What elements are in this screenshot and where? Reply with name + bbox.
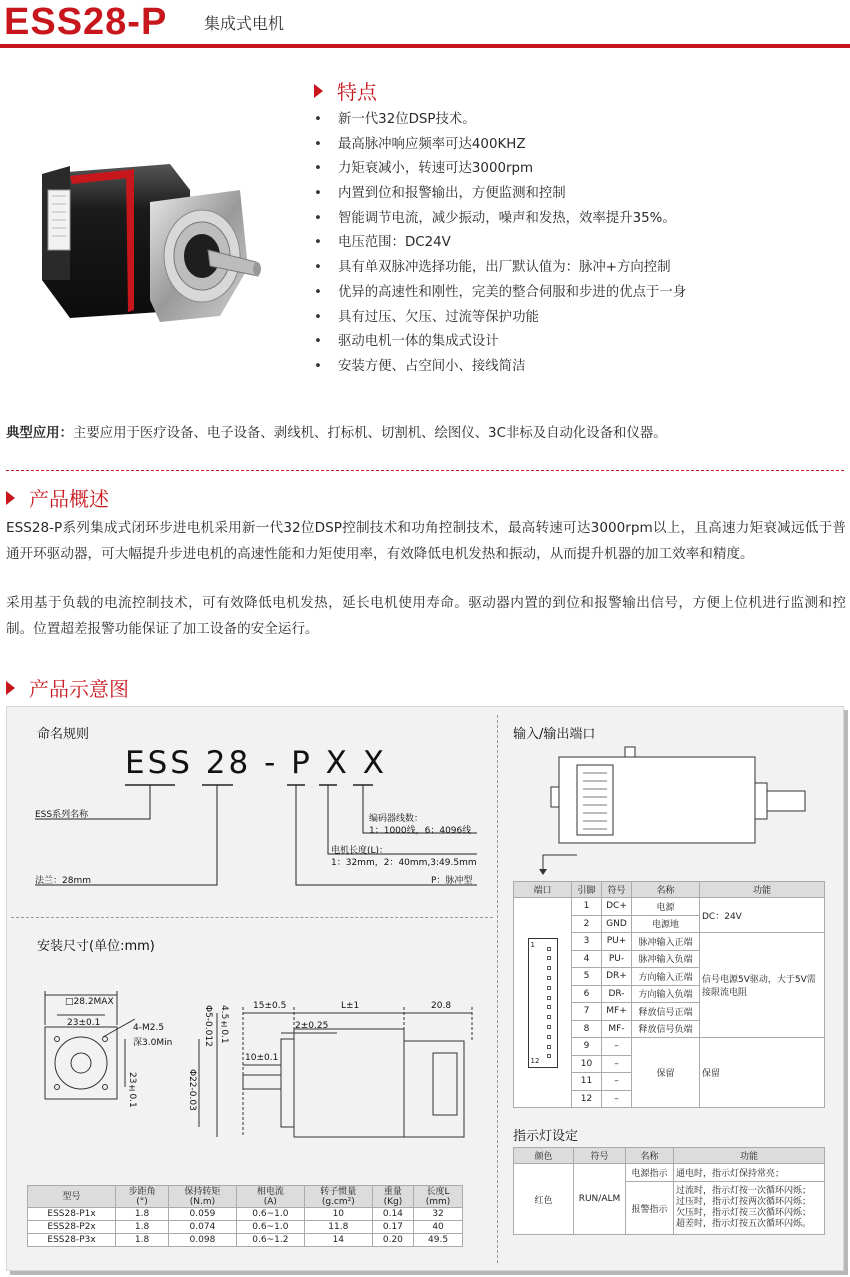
io-header-cell: 功能 [700,882,825,898]
io-cell: 5 [572,968,602,986]
spec-cell: ESS28-P2x [28,1221,116,1234]
indicator-color: 红色 [514,1164,574,1235]
features-heading: 特点 [314,76,377,105]
dim-2: 2±0.25 [295,1021,329,1031]
feature-item: • 安装方便、占空间小、接线简洁 [314,355,686,380]
io-cell: 保留 [632,1038,700,1108]
spec-cell: 0.098 [169,1234,237,1247]
io-cell: 9 [572,1038,602,1056]
feature-item: • 驱动电机一体的集成式设计 [314,330,686,355]
connector-pin-icon [547,986,551,990]
indicator-header-cell: 名称 [626,1148,674,1164]
spec-row [28,1208,463,1221]
io-cell: 7 [572,1003,602,1021]
alarm-indicator-name: 报警指示 [626,1182,674,1235]
io-cell: 释放信号负端 [632,1020,700,1038]
length-label: 电机长度(L)： [331,846,389,856]
indicator-header-cell: 符号 [574,1148,626,1164]
spec-cell: 14 [304,1234,372,1247]
connector-pin-icon [547,976,551,980]
alarm-indicator-funcs [674,1182,825,1235]
io-cell: 方向输入正端 [632,968,700,986]
spec-header-cell: 转子惯量 (g.cm²) [304,1186,372,1208]
motor-product-image [30,150,280,330]
io-cell: 4 [572,950,602,968]
spec-header-cell: 重量 (Kg) [372,1186,413,1208]
connector-pin-icon [547,1005,551,1009]
io-cell: 6 [572,985,602,1003]
dim-23-horizontal: 23±0.1 [67,1018,101,1028]
power-indicator-func: 通电时，指示灯保持常亮； [674,1164,825,1182]
feature-item: • 内置到位和报警输出，方便监测和控制 [314,182,686,207]
io-cell: DR+ [602,968,632,986]
io-cell: 12 [572,1090,602,1108]
io-port-drawing [507,743,827,883]
panel-divider-vertical [497,715,498,1263]
triangle-bullet-icon [6,681,15,695]
spec-cell: 1.8 [116,1208,169,1221]
spec-cell: ESS28-P1x [28,1208,116,1221]
spec-cell: 10 [304,1208,372,1221]
connector-pin-icon [547,947,551,951]
io-cell: 脉冲输入正端 [632,933,700,951]
indicator-table [513,1147,825,1235]
series-label: ESS系列名称 [35,810,89,820]
dim-m25: 4-M2.5 [133,1023,165,1033]
application-text: 主要应用于医疗设备、电子设备、剥线机、打标机、切割机、绘图仪、3C非标及自动化设备和仪器。 [72,426,667,441]
indicator-header-cell: 颜色 [514,1148,574,1164]
connector-pin-icon [547,1054,551,1058]
dim-phi22: Φ22-0.03 [187,1069,197,1111]
io-cell: 脉冲输入负端 [632,950,700,968]
io-cell: 8 [572,1020,602,1038]
page-subtitle: 集成式电机 [204,14,285,33]
alarm-func-line: 过流时，指示灯按一次循环闪烁； [676,1186,812,1196]
spec-table [27,1185,463,1247]
dim-15: 15±0.5 [253,1001,287,1011]
features-list [314,108,686,380]
connector-pin-icon [547,1035,551,1039]
feature-item: • 新一代32位DSP技术。 [314,108,686,133]
connector-pin-icon [547,966,551,970]
alarm-func-line: 欠压时，指示灯按三次循环闪烁； [676,1208,812,1218]
pulse-label: P：脉冲型 [431,876,473,886]
panel-divider-horizontal [11,917,493,918]
io-cell: GND [602,915,632,933]
io-cell: 电源地 [632,915,700,933]
io-header-cell: 端口 [514,882,572,898]
naming-rule-title: 命名规则 [37,727,90,742]
spec-cell: 0.6~1.0 [236,1221,304,1234]
io-cell: MF- [602,1020,632,1038]
io-header-cell: 符号 [602,882,632,898]
encoder-label: 编码器线数： [369,814,424,824]
io-cell: 2 [572,915,602,933]
connector-pin-icon [547,1025,551,1029]
section-divider [6,470,844,471]
feature-item: • 力矩衰减小，转速可达3000rpm [314,157,686,182]
io-port-title: 输入/输出端口 [513,727,596,742]
overview-paragraph-2: 采用基于负载的电流控制技术，可有效降低电机发热，延长电机使用寿命。驱动器内置的到位和报警输出信号，方便上位机进行监测和控制。位置超差报警功能保证了加工设备的安全运行。 [6,595,846,637]
io-cell: MF+ [602,1003,632,1021]
dim-depth: 深3.0Min [133,1038,173,1048]
feature-item: • 最高脉冲响应频率可达400KHZ [314,133,686,158]
io-header-cell: 引脚 [572,882,602,898]
feature-item: • 具有过压、欠压、过流等保护功能 [314,306,686,331]
io-cell: DC+ [602,898,632,916]
dim-4-5: 4.5±0.1 [219,1005,229,1044]
overview-paragraph-1: ESS28-P系列集成式闭环步进电机采用新一代32位DSP控制技术和功角控制技术，最高转速可达3000rpm以上，且高速力矩衰减远低于普通开环驱动器，可大幅提升步进电机的高速性能和力矩使用率，有效降低电机发热和振动，从而提升机器的加工效率和精度。 [6,520,846,562]
schematic-panel [6,706,844,1271]
io-pin-row [514,898,825,916]
spec-header-cell: 长度L (mm) [414,1186,463,1208]
io-func-signal: 信号电源5V驱动，大于5V需接限流电阻 [700,933,825,1038]
dim-phi5: Φ5-0.012 [203,1005,213,1047]
dimension-drawing [7,957,497,1182]
connector-diagram [514,898,572,1108]
overview-heading: 产品概述 [6,483,109,512]
io-cell: – [602,1038,632,1056]
io-func-power: DC：24V [700,898,825,933]
io-cell: – [602,1073,632,1091]
spec-cell: 0.074 [169,1221,237,1234]
alarm-func-line: 过压时，指示灯按两次循环闪烁； [676,1197,812,1207]
naming-code: ESS 28 - P X X [125,745,388,781]
io-cell: 10 [572,1055,602,1073]
feature-item: • 智能调节电流，减少振动，噪声和发热，效率提升35%。 [314,207,686,232]
page-title: ESS28-P [4,1,168,43]
spec-cell: 0.17 [372,1221,413,1234]
connector-pin-icon [547,956,551,960]
feature-item: • 优异的高速性和刚性，完美的整合伺服和步进的优点于一身 [314,281,686,306]
spec-row [28,1234,463,1247]
feature-item: • 具有单双脉冲选择功能，出厂默认值为：脉冲+方向控制 [314,256,686,281]
io-cell: DR- [602,985,632,1003]
spec-cell: 40 [414,1221,463,1234]
dim-L: L±1 [341,1001,360,1011]
connector-pin-last: 12 [530,1056,540,1065]
spec-cell: 32 [414,1208,463,1221]
connector-pin-icon [547,996,551,1000]
io-cell: – [602,1090,632,1108]
dimensions-title: 安装尺寸(单位:mm) [37,939,155,954]
application-label: 典型应用： [6,426,73,441]
spec-header-cell: 型号 [28,1186,116,1208]
spec-cell: 0.20 [372,1234,413,1247]
flange-label: 法兰：28mm [35,876,91,886]
spec-row [28,1221,463,1234]
spec-cell: 1.8 [116,1221,169,1234]
io-cell: – [602,1055,632,1073]
spec-cell: 0.14 [372,1208,413,1221]
spec-cell: ESS28-P3x [28,1234,116,1247]
encoder-values: 1：1000线，6：4096线 [369,826,472,836]
indicator-header-cell: 功能 [674,1148,825,1164]
spec-cell: 49.5 [414,1234,463,1247]
dim-28max: □28.2MAX [65,997,114,1007]
indicator-symbol: RUN/ALM [574,1164,626,1235]
dim-10: 10±0.1 [245,1053,279,1063]
io-cell: PU+ [602,933,632,951]
connector-pin-icon [547,1045,551,1049]
length-values: 1：32mm，2：40mm,3:49.5mm [331,858,477,868]
indicator-title: 指示灯设定 [513,1129,579,1144]
spec-header-cell: 保持转矩 (N.m) [169,1186,237,1208]
io-cell: 释放信号正端 [632,1003,700,1021]
io-cell: 1 [572,898,602,916]
schematic-heading: 产品示意图 [6,673,129,702]
spec-cell: 1.8 [116,1234,169,1247]
spec-cell: 0.6~1.2 [236,1234,304,1247]
spec-cell: 11.8 [304,1221,372,1234]
spec-header-cell: 相电流 (A) [236,1186,304,1208]
power-indicator-name: 电源指示 [626,1164,674,1182]
triangle-bullet-icon [314,84,323,98]
dim-20-8: 20.8 [431,1001,452,1011]
connector-pin-icon [547,1015,551,1019]
feature-item: • 电压范围：DC24V [314,231,686,256]
spec-cell: 0.059 [169,1208,237,1221]
io-cell: 11 [572,1073,602,1091]
connector-pin-first: 1 [530,940,535,949]
io-cell: 方向输入负端 [632,985,700,1003]
io-func-reserved: 保留 [700,1038,825,1108]
io-pin-table [513,881,825,1108]
io-cell: 3 [572,933,602,951]
header-rule [0,44,850,48]
alarm-func-line: 超差时，指示灯按五次循环闪烁。 [676,1219,812,1229]
io-header-cell: 名称 [632,882,700,898]
io-cell: 电源 [632,898,700,916]
io-cell: PU- [602,950,632,968]
spec-cell: 0.6~1.0 [236,1208,304,1221]
spec-header-cell: 步距角 (°) [116,1186,169,1208]
triangle-bullet-icon [6,491,15,505]
application-line [6,422,667,441]
dim-23-vertical: 23±0.1 [127,1072,137,1108]
